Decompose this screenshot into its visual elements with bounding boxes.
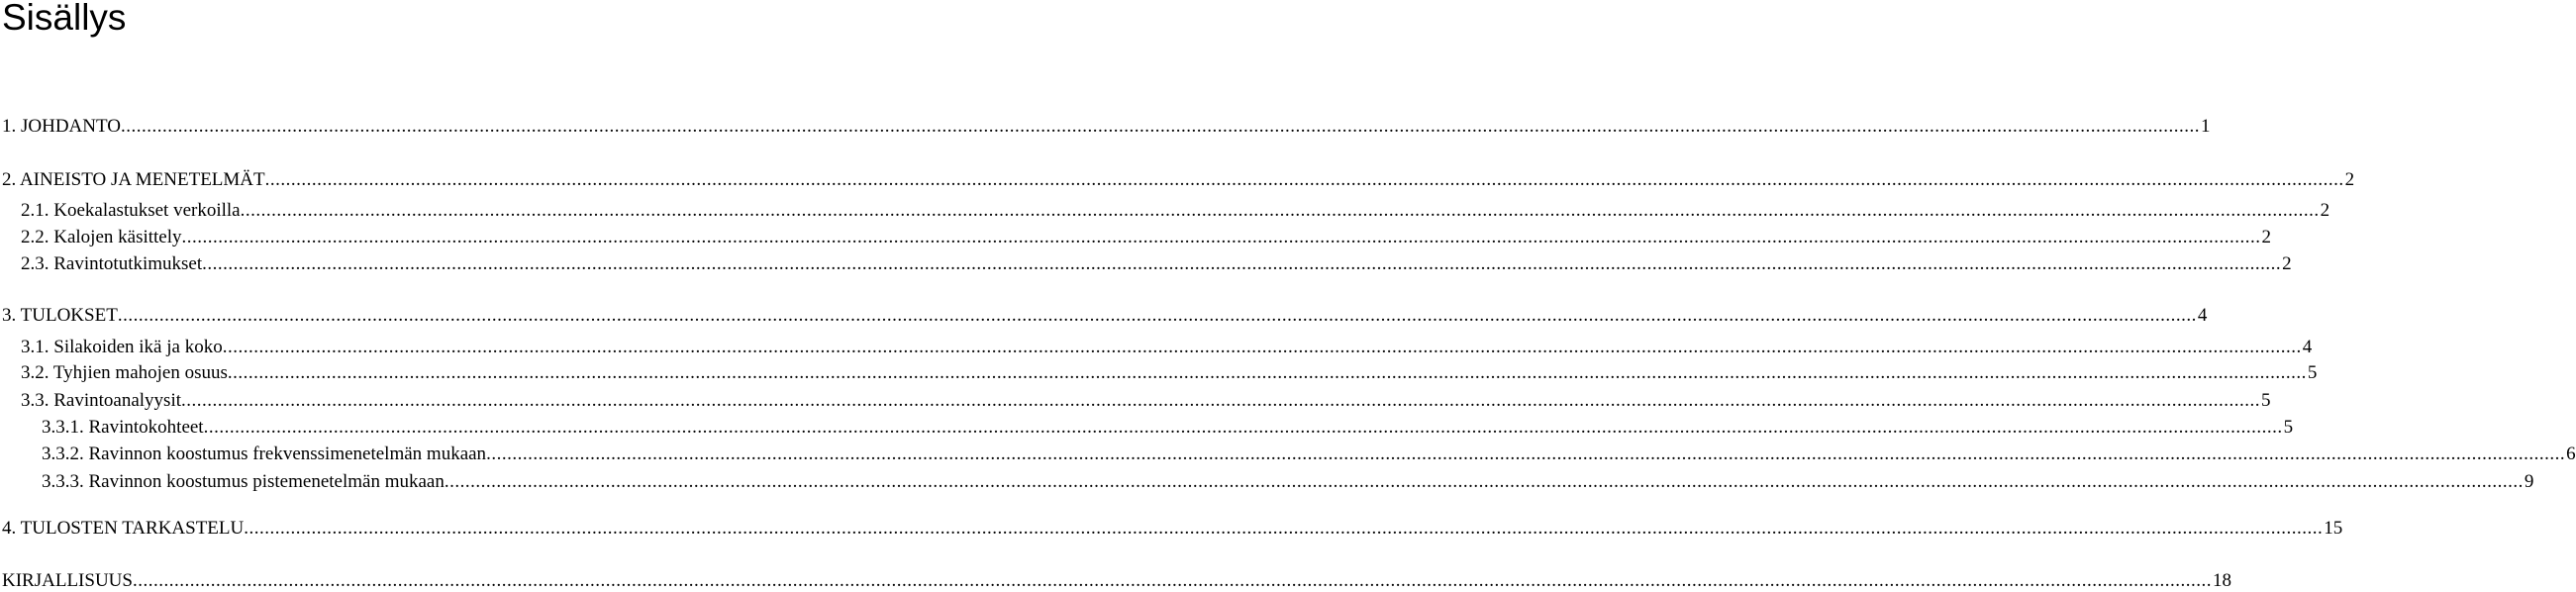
toc-leader-dots: ................................................................................................................................................................................................................................................................................................................................................................................................................ <box>181 227 2261 247</box>
toc-entry-page: 6 <box>2566 444 2576 464</box>
toc-entry-page: 5 <box>2283 417 2294 438</box>
toc-entry-label: 3.3.3. Ravinnon koostumus pistemenetelmän mukaan <box>42 471 445 492</box>
toc-entry-tulokset[interactable] <box>2 305 2208 327</box>
toc-entry-tyhjien-mahojen-osuus[interactable] <box>21 362 2318 384</box>
toc-entry-label: 4. TULOSTEN TARKASTELU <box>2 518 245 539</box>
toc-entry-page: 1 <box>2200 116 2211 137</box>
toc-leader-dots: ................................................................................................................................................................................................................................................................................................................................................................................................................ <box>181 390 2261 411</box>
toc-leader-dots: ................................................................................................................................................................................................................................................................................................................................................................................................................ <box>117 305 2197 326</box>
toc-entry-label: 3.2. Tyhjien mahojen osuus <box>21 362 228 383</box>
toc-entry-page: 2 <box>2282 253 2292 274</box>
toc-leader-dots: ................................................................................................................................................................................................................................................................................................................................................................................................................ <box>486 444 2566 464</box>
toc-entry-page: 4 <box>2302 337 2313 357</box>
toc-leader-dots: ................................................................................................................................................................................................................................................................................................................................................................................................................ <box>222 337 2302 357</box>
toc-entry-label: 2.2. Kalojen käsittely <box>21 227 182 247</box>
toc-entry-ravintoanalyysit[interactable] <box>21 390 2271 412</box>
toc-entry-page: 2 <box>2320 200 2330 221</box>
toc-leader-dots: ................................................................................................................................................................................................................................................................................................................................................................................................................ <box>264 169 2344 190</box>
toc-entry-page: 2 <box>2261 227 2272 247</box>
toc-entry-page: 2 <box>2344 169 2355 190</box>
toc-entry-label: 2.3. Ravintotutkimukset <box>21 253 203 274</box>
page-title: Sisällys <box>2 0 127 38</box>
toc-entry-page: 4 <box>2197 305 2208 326</box>
toc-leader-dots: ................................................................................................................................................................................................................................................................................................................................................................................................................ <box>227 362 2307 383</box>
toc-entry-frekvenssimenetelma[interactable] <box>42 444 2576 465</box>
toc-leader-dots: ................................................................................................................................................................................................................................................................................................................................................................................................................ <box>120 116 2200 137</box>
toc-entry-label: KIRJALLISUUS <box>2 570 133 591</box>
toc-entry-page: 5 <box>2307 362 2318 383</box>
toc-entry-label: 3.3. Ravintoanalyysit <box>21 390 182 411</box>
toc-leader-dots: ................................................................................................................................................................................................................................................................................................................................................................................................................ <box>444 471 2524 492</box>
toc-entry-johdanto[interactable] <box>2 116 2211 138</box>
toc-leader-dots: ................................................................................................................................................................................................................................................................................................................................................................................................................ <box>132 570 2212 591</box>
toc-entry-label: 3.3.2. Ravinnon koostumus frekvenssimenetelmän mukaan <box>42 444 487 464</box>
toc-entry-kalojen-kasittely[interactable] <box>21 227 2272 248</box>
toc-entry-page: 18 <box>2212 570 2231 591</box>
toc-leader-dots: ................................................................................................................................................................................................................................................................................................................................................................................................................ <box>202 253 2282 274</box>
toc-entry-silakoiden-ika-ja-koko[interactable] <box>21 337 2313 358</box>
toc-entry-label: 3.3.1. Ravintokohteet <box>42 417 204 438</box>
toc-entry-page: 5 <box>2261 390 2271 411</box>
toc-leader-dots: ................................................................................................................................................................................................................................................................................................................................................................................................................ <box>244 518 2324 539</box>
toc-entry-page: 15 <box>2324 518 2343 539</box>
toc-entry-label: 1. JOHDANTO <box>2 116 121 137</box>
toc-entry-label: 3. TULOKSET <box>2 305 118 326</box>
toc-entry-tulosten-tarkastelu[interactable] <box>2 518 2343 540</box>
toc-entry-koekalastukset[interactable] <box>21 200 2330 222</box>
toc-entry-ravintokohteet[interactable] <box>42 417 2294 439</box>
toc-entry-page: 9 <box>2524 471 2534 492</box>
toc-entry-label: 2. AINEISTO JA MENETELMÄT <box>2 169 265 190</box>
toc-entry-kirjallisuus[interactable] <box>2 570 2231 592</box>
toc-entry-label: 3.1. Silakoiden ikä ja koko <box>21 337 223 357</box>
toc-entry-ravintotutkimukset[interactable] <box>21 253 2292 275</box>
toc-leader-dots: ................................................................................................................................................................................................................................................................................................................................................................................................................ <box>203 417 2283 438</box>
toc-entry-label: 2.1. Koekalastukset verkoilla <box>21 200 241 221</box>
toc-leader-dots: ................................................................................................................................................................................................................................................................................................................................................................................................................ <box>240 200 2320 221</box>
toc-entry-aineisto-ja-menetelmat[interactable] <box>2 169 2355 191</box>
toc-entry-pistemenetelma[interactable] <box>42 471 2534 493</box>
